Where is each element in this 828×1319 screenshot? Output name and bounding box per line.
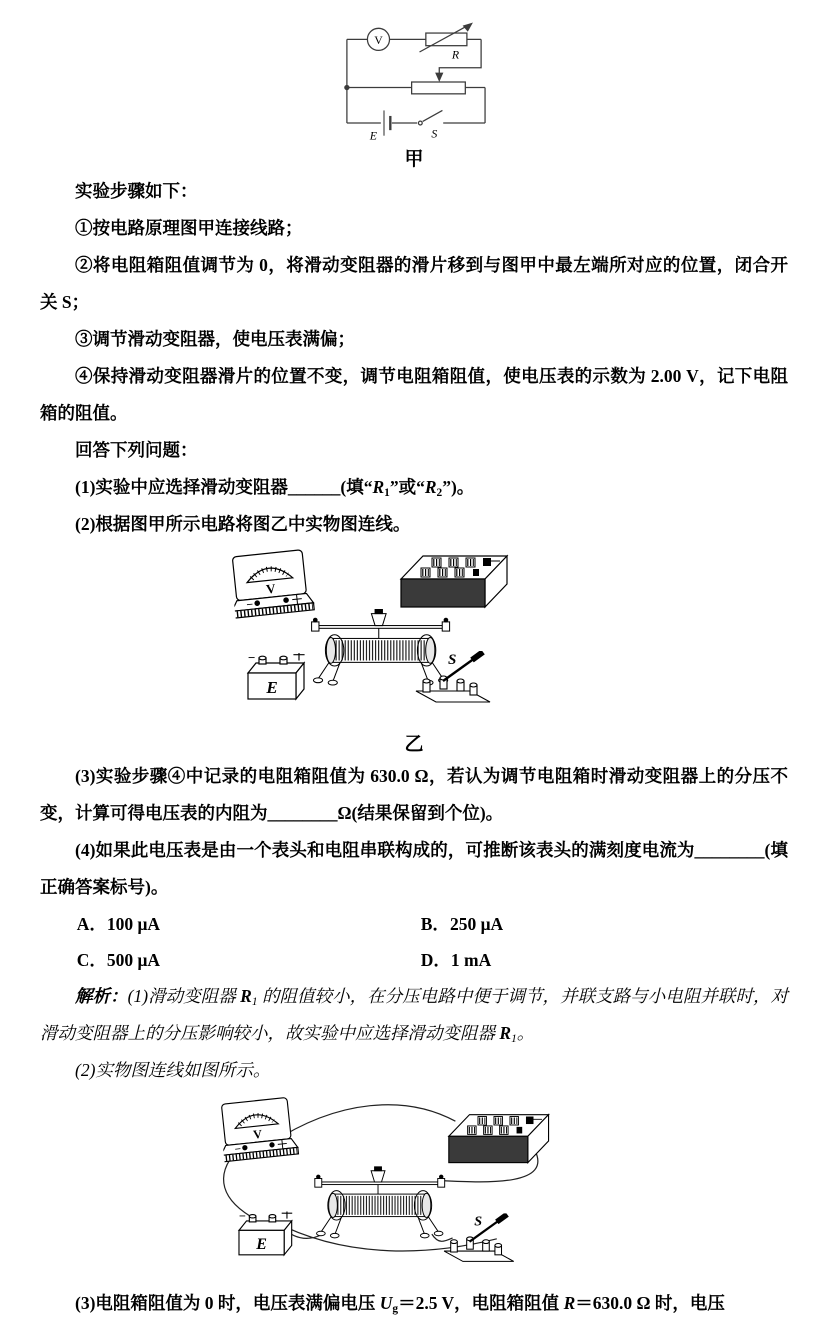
analysis-label: 解析：: [75, 986, 128, 1006]
resistance-box-illustration: [401, 556, 507, 607]
var-R1: R: [499, 1023, 512, 1043]
wire-battery-to-switch: [273, 1221, 497, 1251]
analysis-section: [40, 978, 788, 1319]
option-B: [421, 906, 765, 942]
analysis-part-2: (2)实物图连线如图所示。: [75, 1060, 271, 1080]
option-C-value: 500 μA: [106, 950, 161, 970]
analysis-text-2: 的阻值较小，在分压电路中便于调节，并联支路与小电阻并联时，对滑动变阻器上的分压影响较小，故实验中应选择滑动变阻器: [40, 986, 789, 1043]
option-C: [77, 942, 421, 978]
option-D: [421, 942, 765, 978]
option-A: [77, 906, 421, 942]
question-2: (2)根据图甲所示电路将图乙中实物图连线。: [75, 514, 411, 534]
battery-label: E: [369, 128, 378, 142]
step-3: ③调节滑动变阻器，使电压表满偏；: [75, 329, 355, 349]
figure-apparatus-yi: [40, 547, 788, 758]
figure-apparatus-connected: [40, 1091, 788, 1283]
variable-resistor-symbol: [426, 33, 467, 46]
var-Ug-sub: g: [392, 1302, 399, 1315]
resistor-label: R: [451, 47, 460, 62]
circuit-diagram: [335, 22, 493, 142]
question-3: (3)实验步骤④中记录的电阻箱阻值为 630.0 Ω，若认为调节电阻箱时滑动变阻器上的分压不变，计算可得电压表的内阻为________Ω(结果保留到个位)。: [40, 766, 788, 823]
switch-label: S: [431, 126, 438, 141]
wire-voltmeter-to-box: [270, 1105, 455, 1144]
voltmeter-illustration: [216, 1097, 299, 1162]
analysis-text-6: ＝630.0 Ω 时，电压: [575, 1293, 725, 1313]
voltmeter-illustration: [226, 549, 314, 618]
analysis-text-5: ＝2.5 V，电阻箱阻值: [398, 1293, 564, 1313]
var-Ug: U: [379, 1293, 393, 1313]
var-R: R: [563, 1293, 576, 1313]
battery-illustration: [239, 1206, 294, 1255]
choice-options: [40, 906, 788, 978]
option-D-value: 1 mA: [450, 950, 492, 970]
apparatus-diagram-connected: [207, 1091, 621, 1270]
resistance-box-illustration: [449, 1115, 549, 1163]
q1-text-end: ”)。: [442, 477, 475, 497]
option-A-value: 100 μA: [106, 914, 161, 934]
option-B-value: 250 μA: [449, 914, 504, 934]
var-R1-sub: 1: [511, 1032, 517, 1045]
var-R1-sub: 1: [384, 486, 390, 499]
question-1: [40, 469, 788, 506]
analysis-text-4: (3)电阻箱阻值为 0 时，电压表满偏电压: [75, 1293, 380, 1313]
option-B-label: B．: [420, 914, 450, 934]
var-R2: R: [424, 477, 437, 497]
question-4: (4)如果此电压表是由一个表头和电阻串联构成的，可推断该表头的满刻度电流为________(填正确答案标号)。: [40, 840, 788, 897]
switch-hinge: [418, 121, 422, 125]
figure-yi-caption: 乙: [404, 734, 424, 755]
analysis-part-3: [40, 1285, 788, 1319]
figure-jia-caption: 甲: [404, 149, 424, 170]
step-2: ②将电阻箱阻值调节为 0，将滑动变阻器的滑片移到与图甲中最左端所对应的位置，闭合开关 S；: [40, 255, 788, 312]
option-D-label: D．: [420, 950, 451, 970]
var-R2-sub: 2: [436, 486, 443, 499]
var-R1: R: [372, 477, 385, 497]
voltmeter-label: V: [374, 33, 383, 48]
analysis-text-1: (1)滑动变阻器: [127, 986, 241, 1006]
potentiometer-symbol: [412, 82, 466, 94]
rheostat-illustration: [312, 609, 450, 685]
apparatus-diagram-unconnected: [204, 547, 624, 719]
steps-intro: 实验步骤如下：: [75, 181, 198, 201]
answer-prompt: 回答下列问题：: [75, 440, 198, 460]
switch-illustration: [444, 1214, 514, 1262]
analysis-part-1: [40, 978, 788, 1052]
var-R1-sub: 1: [251, 995, 258, 1008]
rheostat-illustration: [315, 1166, 445, 1238]
option-C-label: C．: [76, 950, 107, 970]
step-1: ①按电路原理图甲连接线路；: [75, 218, 303, 238]
option-A-label: A．: [76, 914, 107, 934]
analysis-text-3: 。: [516, 1023, 535, 1043]
var-R1: R: [240, 986, 252, 1006]
q1-text-mid: ”或“: [389, 477, 425, 497]
figure-circuit-jia: [0, 0, 828, 173]
battery-illustration: [248, 649, 306, 699]
q1-text: (1)实验中应选择滑动变阻器______(填“: [75, 477, 373, 497]
step-4: ④保持滑动变阻器滑片的位置不变，调节电阻箱阻值，使电压表的示数为 2.00 V，记下电阻箱的阻值。: [40, 366, 788, 423]
